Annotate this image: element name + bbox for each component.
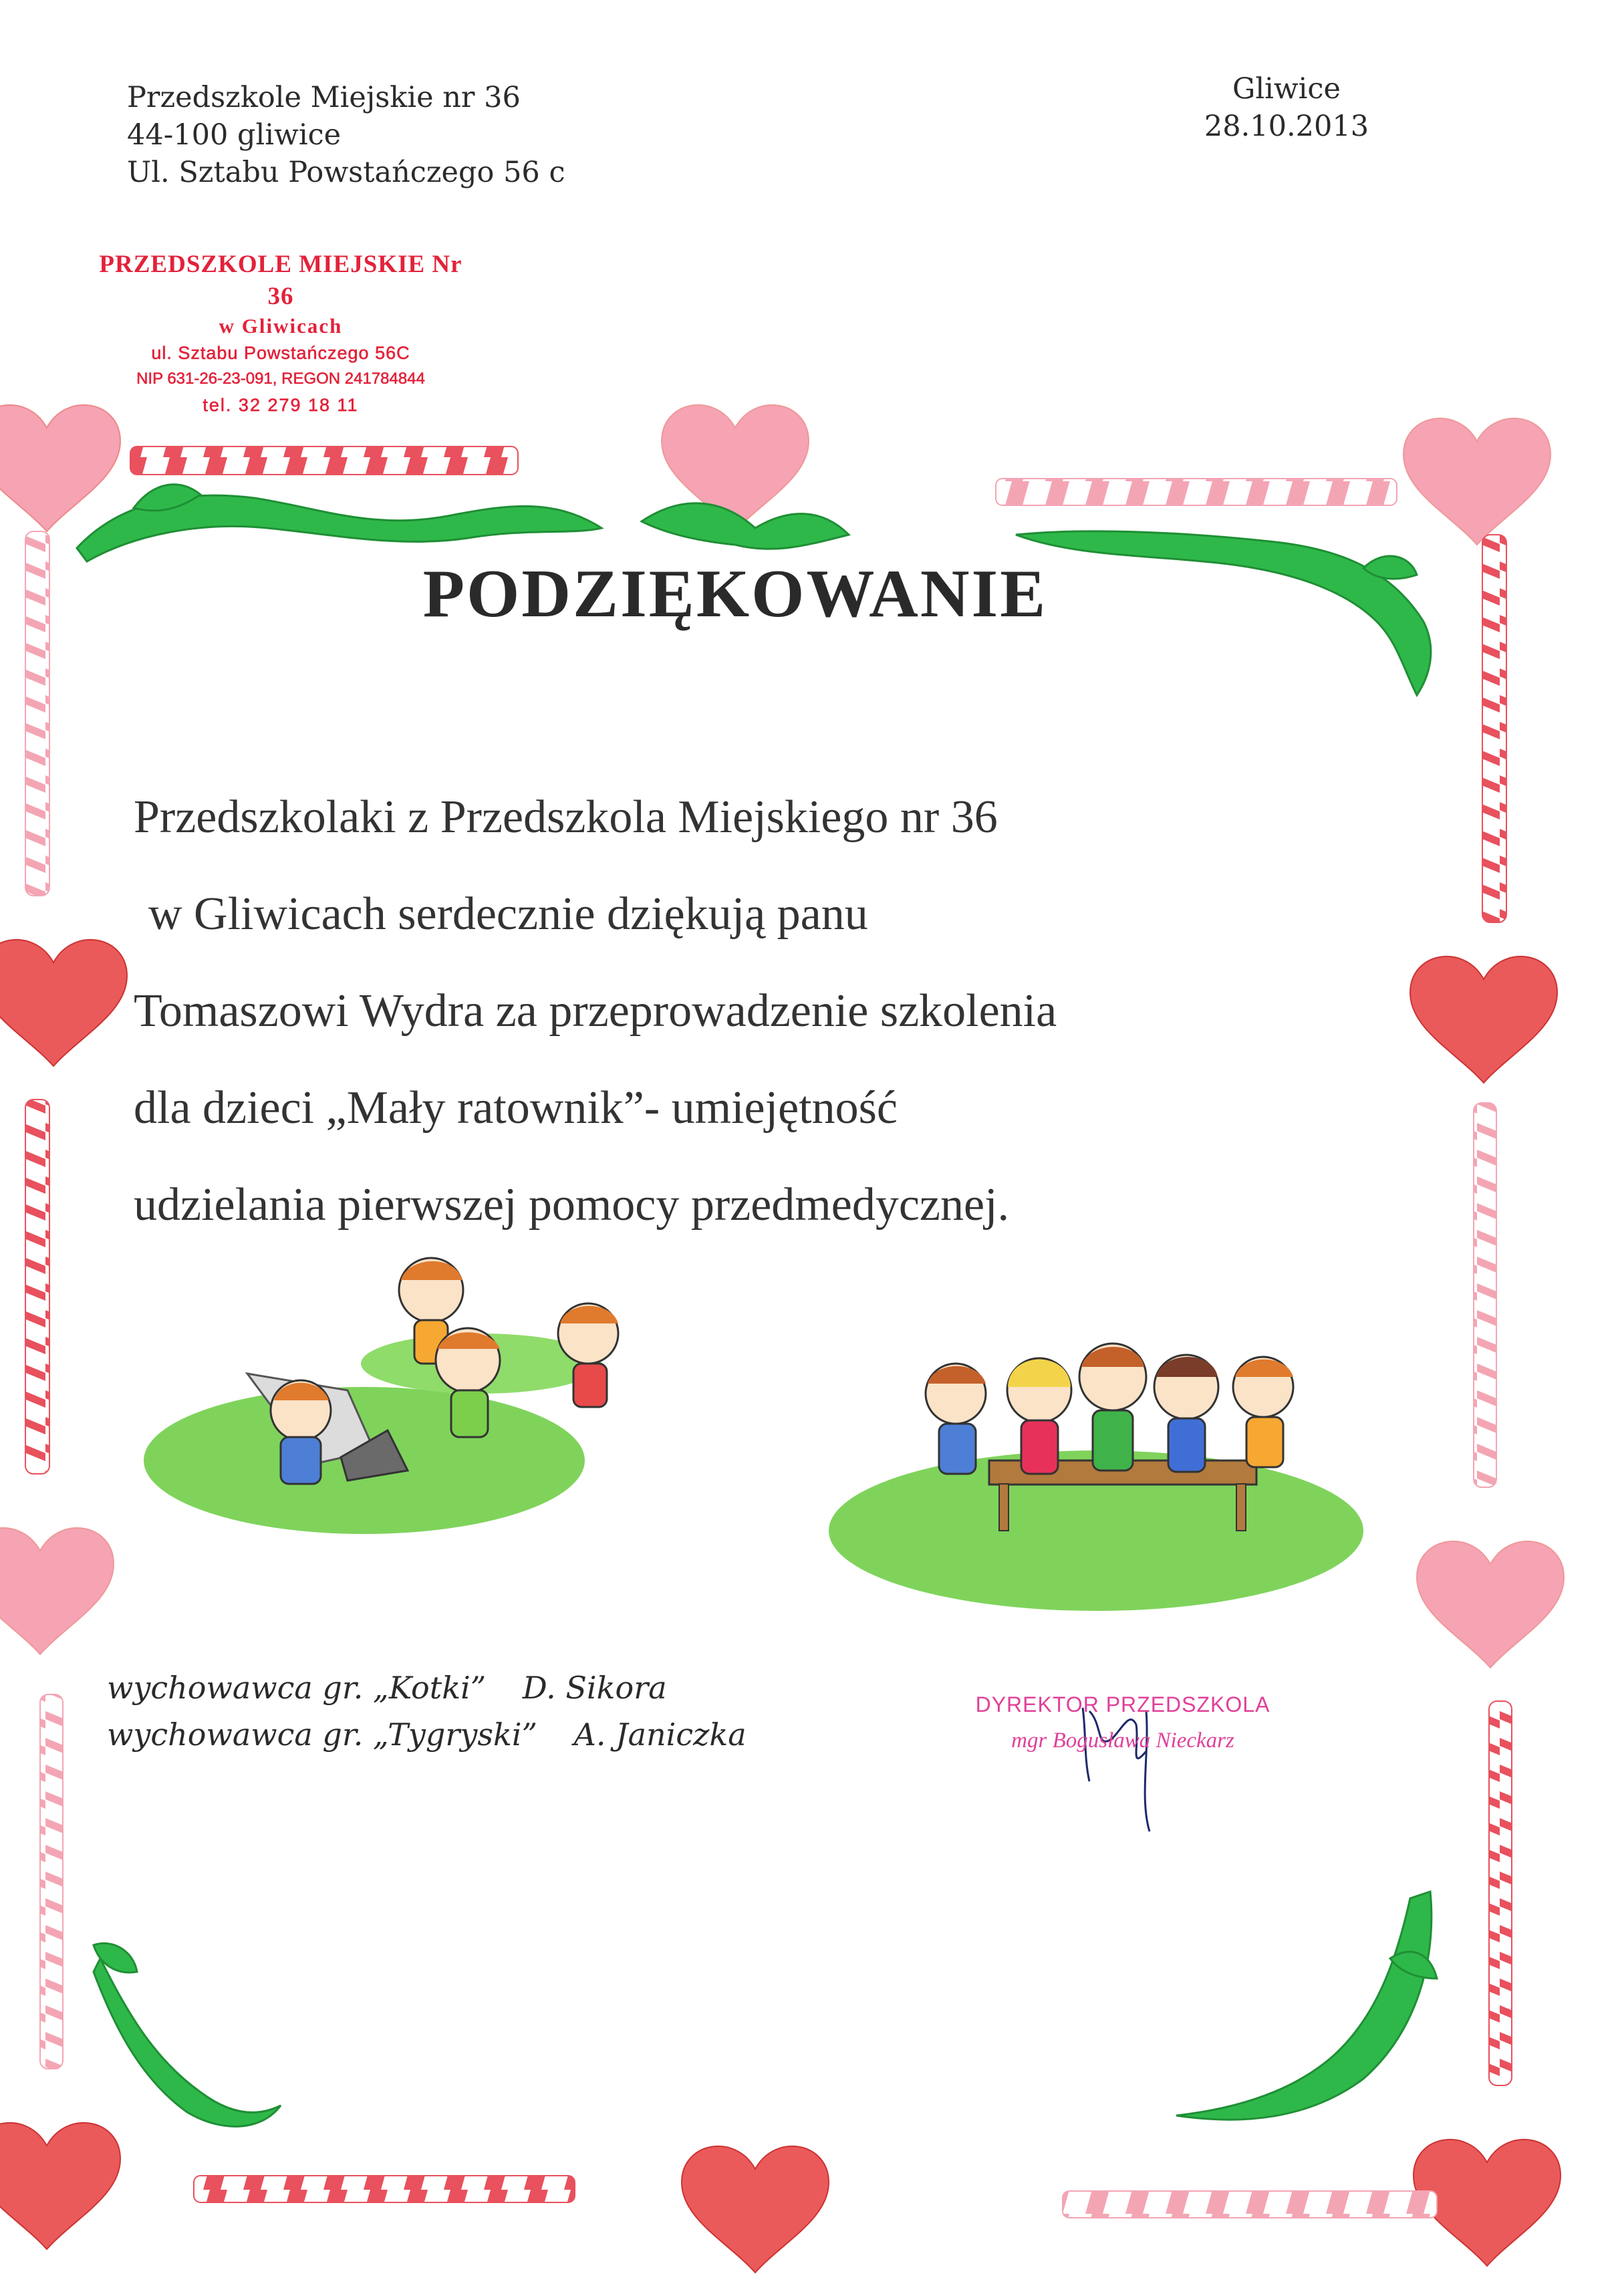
stamp-line: NIP 631-26-23-091, REGON 241784844 [136, 370, 425, 388]
sender-line: 44-100 gliwice [127, 118, 342, 152]
document-title: PODZIĘKOWANIE [422, 556, 1048, 632]
sender-line: Ul. Sztabu Powstańczego 56 c [127, 156, 565, 189]
director-name: mgr Bogusława Nieckarz [1011, 1729, 1234, 1753]
city: Gliwice [1232, 72, 1341, 106]
stripe-decorations [25, 447, 1512, 2218]
date: 28.10.2013 [1204, 110, 1369, 143]
illustration-playground [144, 1258, 618, 1534]
teacher-signatures [107, 1664, 747, 1758]
stamp-line: ul. Sztabu Powstańczego 56C [151, 343, 410, 363]
body-text [134, 769, 1337, 1253]
institution-stamp [87, 249, 475, 418]
teacher-signature: D. Sikora [522, 1670, 667, 1706]
stamp-line: PRZEDSZKOLE MIEJSKIE Nr 36 [99, 251, 462, 310]
vine-decorations [77, 485, 1437, 2127]
sender-address [127, 79, 565, 191]
heart-decorations [0, 405, 1564, 2273]
director-stamp [956, 1688, 1290, 1760]
body-line: Tomaszowi Wydra za przeprowadzenie szkolenia [134, 985, 1057, 1037]
teacher-role: wychowawca gr. „Tygryski” [107, 1716, 538, 1753]
teacher-row [107, 1711, 747, 1758]
teacher-role: wychowawca gr. „Kotki” [107, 1670, 487, 1706]
illustration-kids-table [829, 1344, 1363, 1611]
body-line: w Gliwicach serdecznie dziękują panu [148, 888, 868, 940]
stamp-line: w Gliwicach [219, 314, 343, 338]
sender-line: Przedszkole Miejskie nr 36 [127, 81, 521, 114]
director-title: DYREKTOR PRZEDSZKOLA [975, 1692, 1270, 1716]
stamp-line: tel. 32 279 18 11 [203, 395, 359, 415]
body-line: dla dzieci „Mały ratownik”- umiejętność [134, 1082, 898, 1134]
teacher-row [107, 1664, 747, 1711]
body-line: udzielania pierwszej pomocy przedmedycznej. [134, 1179, 1009, 1231]
body-line: Przedszkolaki z Przedszkola Miejskiego nr 36 [134, 791, 998, 843]
teacher-signature: A. Janiczka [573, 1716, 747, 1753]
place-date [1160, 70, 1414, 145]
